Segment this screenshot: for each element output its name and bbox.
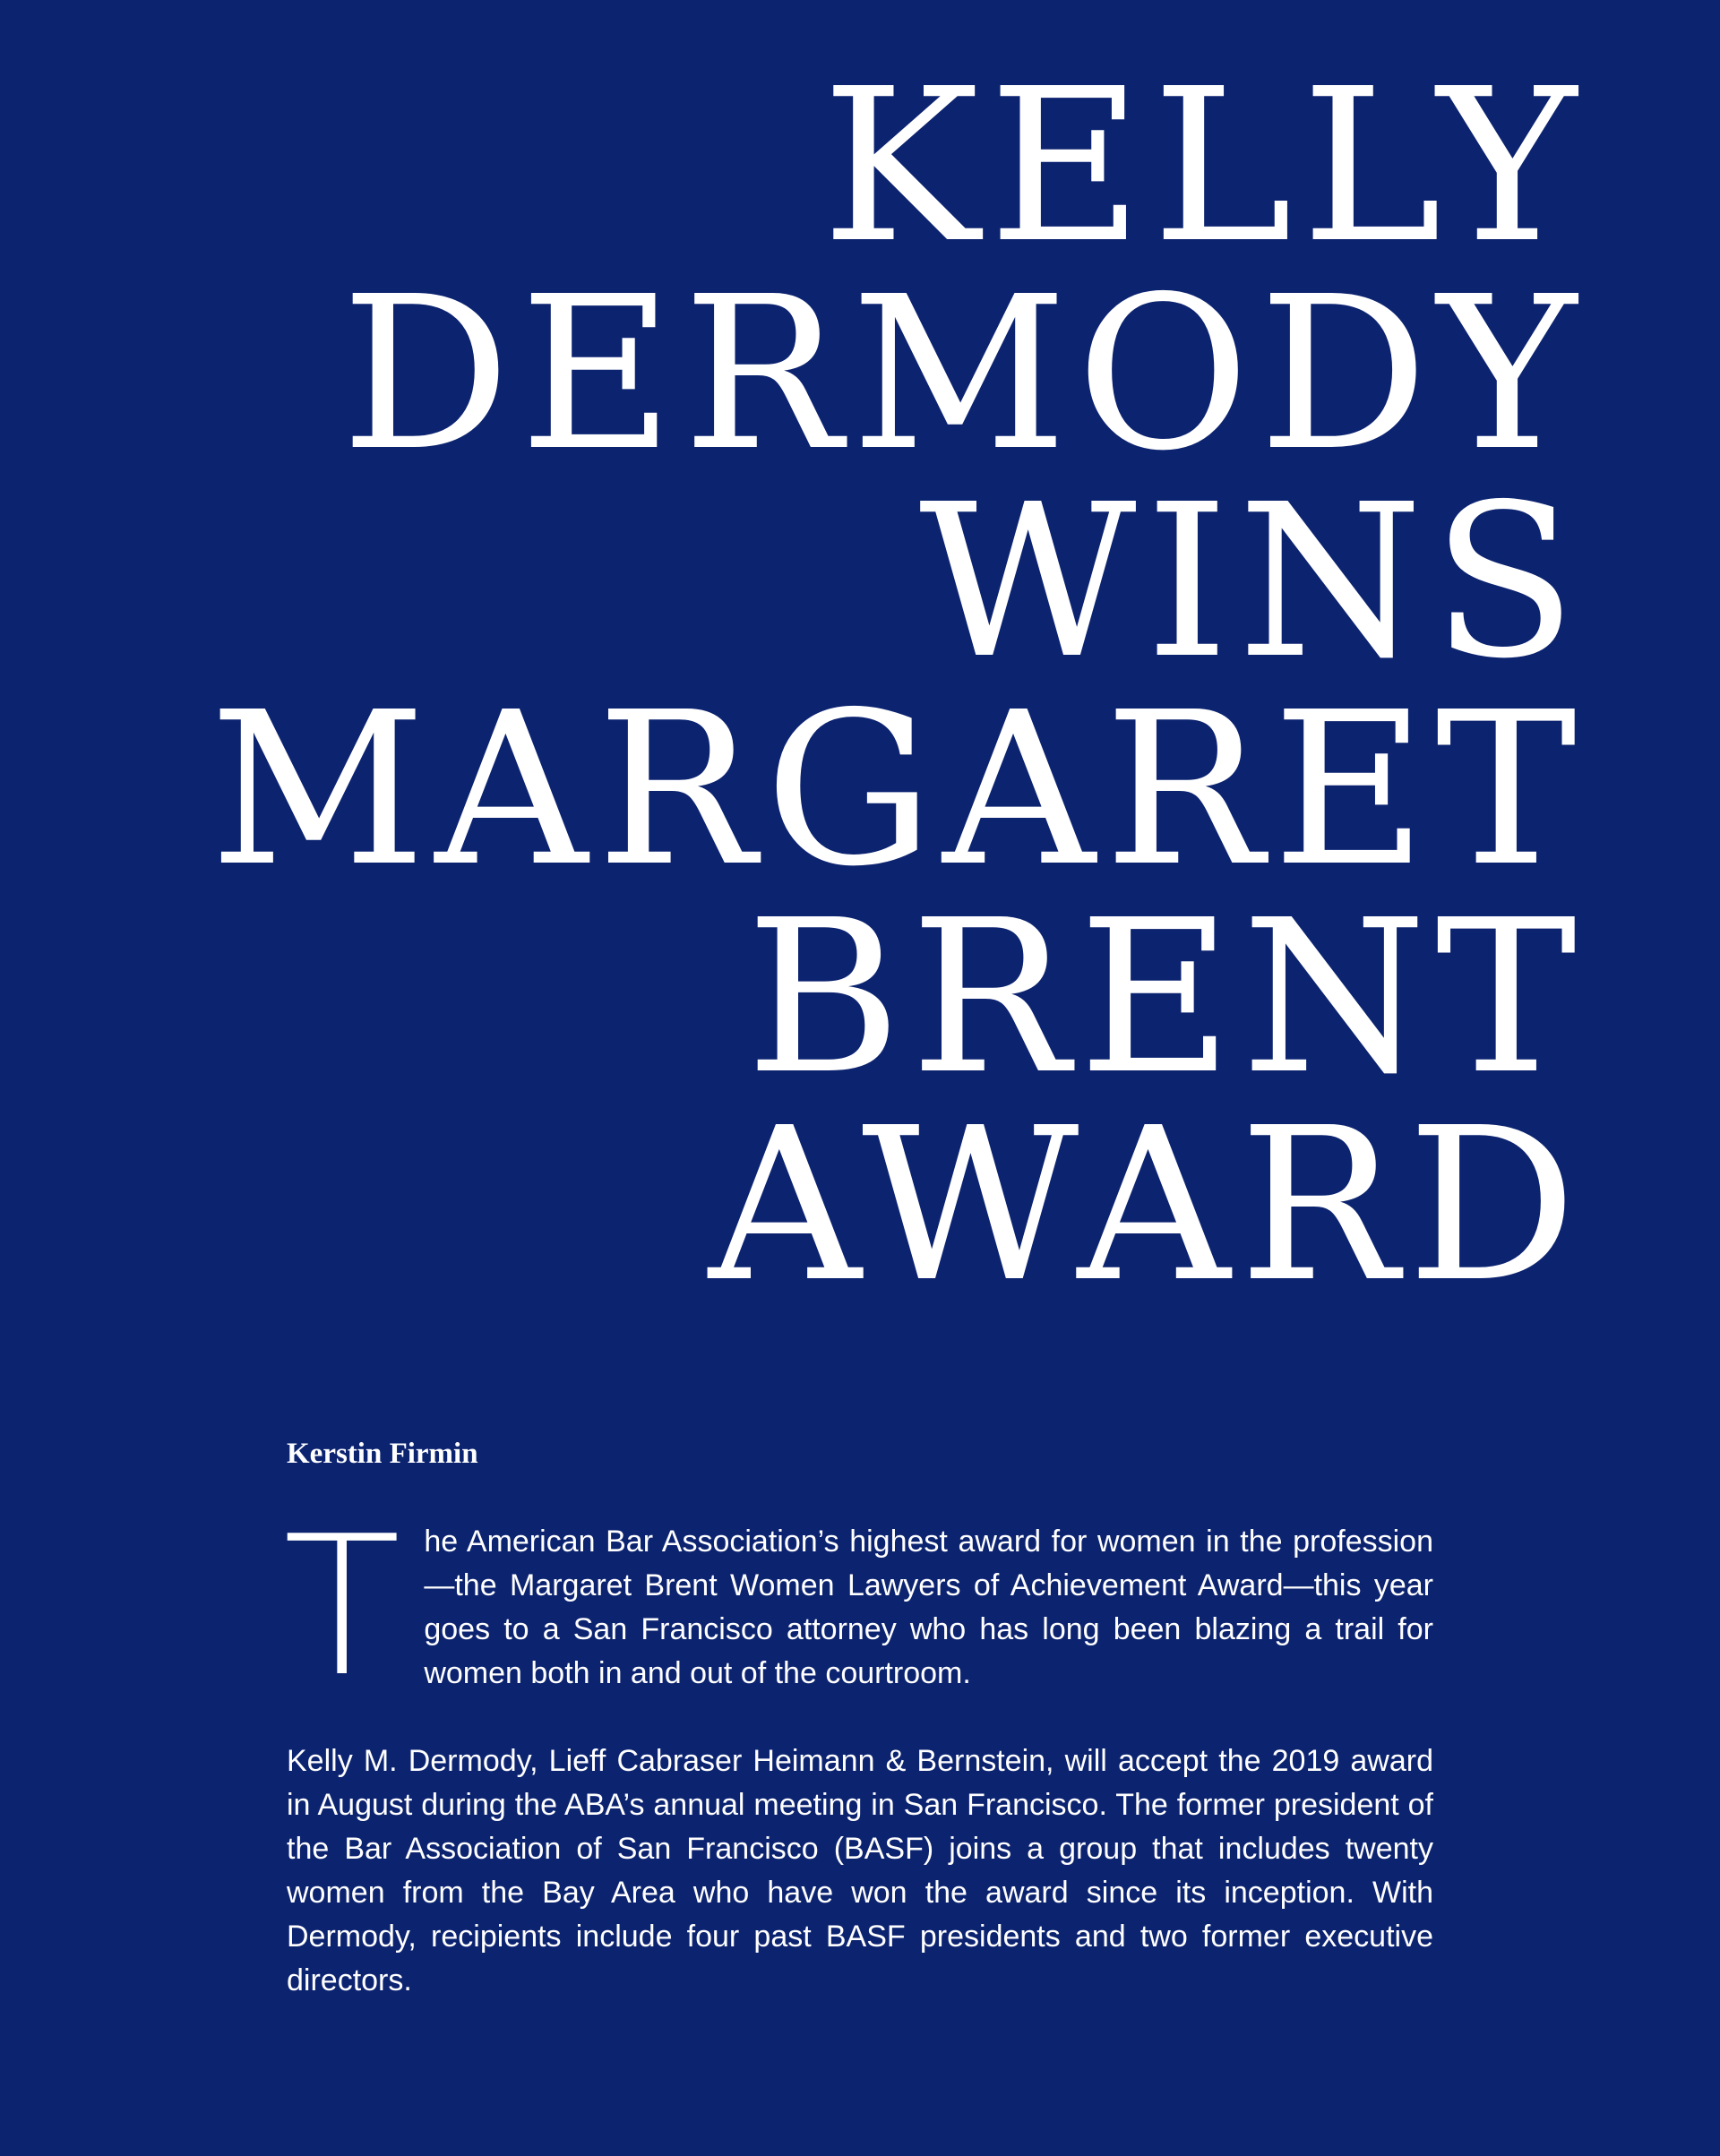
article-paragraph-1 xyxy=(283,1494,1433,1719)
headline-line-1: KELLY xyxy=(821,43,1586,289)
article-paragraph-2: Kelly M. Dermody, Lieff Cabraser Heimann & Bernstein, will accept the 2019 award in August during the ABA’s annual meeting in San Francisco. The former president of the Bar Association of San Francisco (BASF) joins a group that includes twenty women from the Bay Area who have won the award since its inception. With Dermody, recipients include four past BASF presidents and two former executive directors. xyxy=(287,1744,1433,1997)
headline-line-5: BRENT xyxy=(745,874,1586,1121)
drop-cap: T xyxy=(283,1494,401,1719)
headline-line-2: DERMODY xyxy=(340,251,1586,497)
headline-line-4: MARGARET xyxy=(209,666,1586,913)
paragraph-1-text: he American Bar Association’s highest award for women in the profession—the Margaret Brent Women Lawyers of Achievement Award—this year goes to a San Francisco attorney who has long been blazing a trail for women both in and out of the courtroom. xyxy=(424,1525,1433,1690)
headline-line-3: WINS xyxy=(919,459,1586,705)
headline xyxy=(63,43,1586,1328)
byline: Kerstin Firmin xyxy=(287,1438,478,1470)
headline-line-6: AWARD xyxy=(708,1082,1586,1328)
